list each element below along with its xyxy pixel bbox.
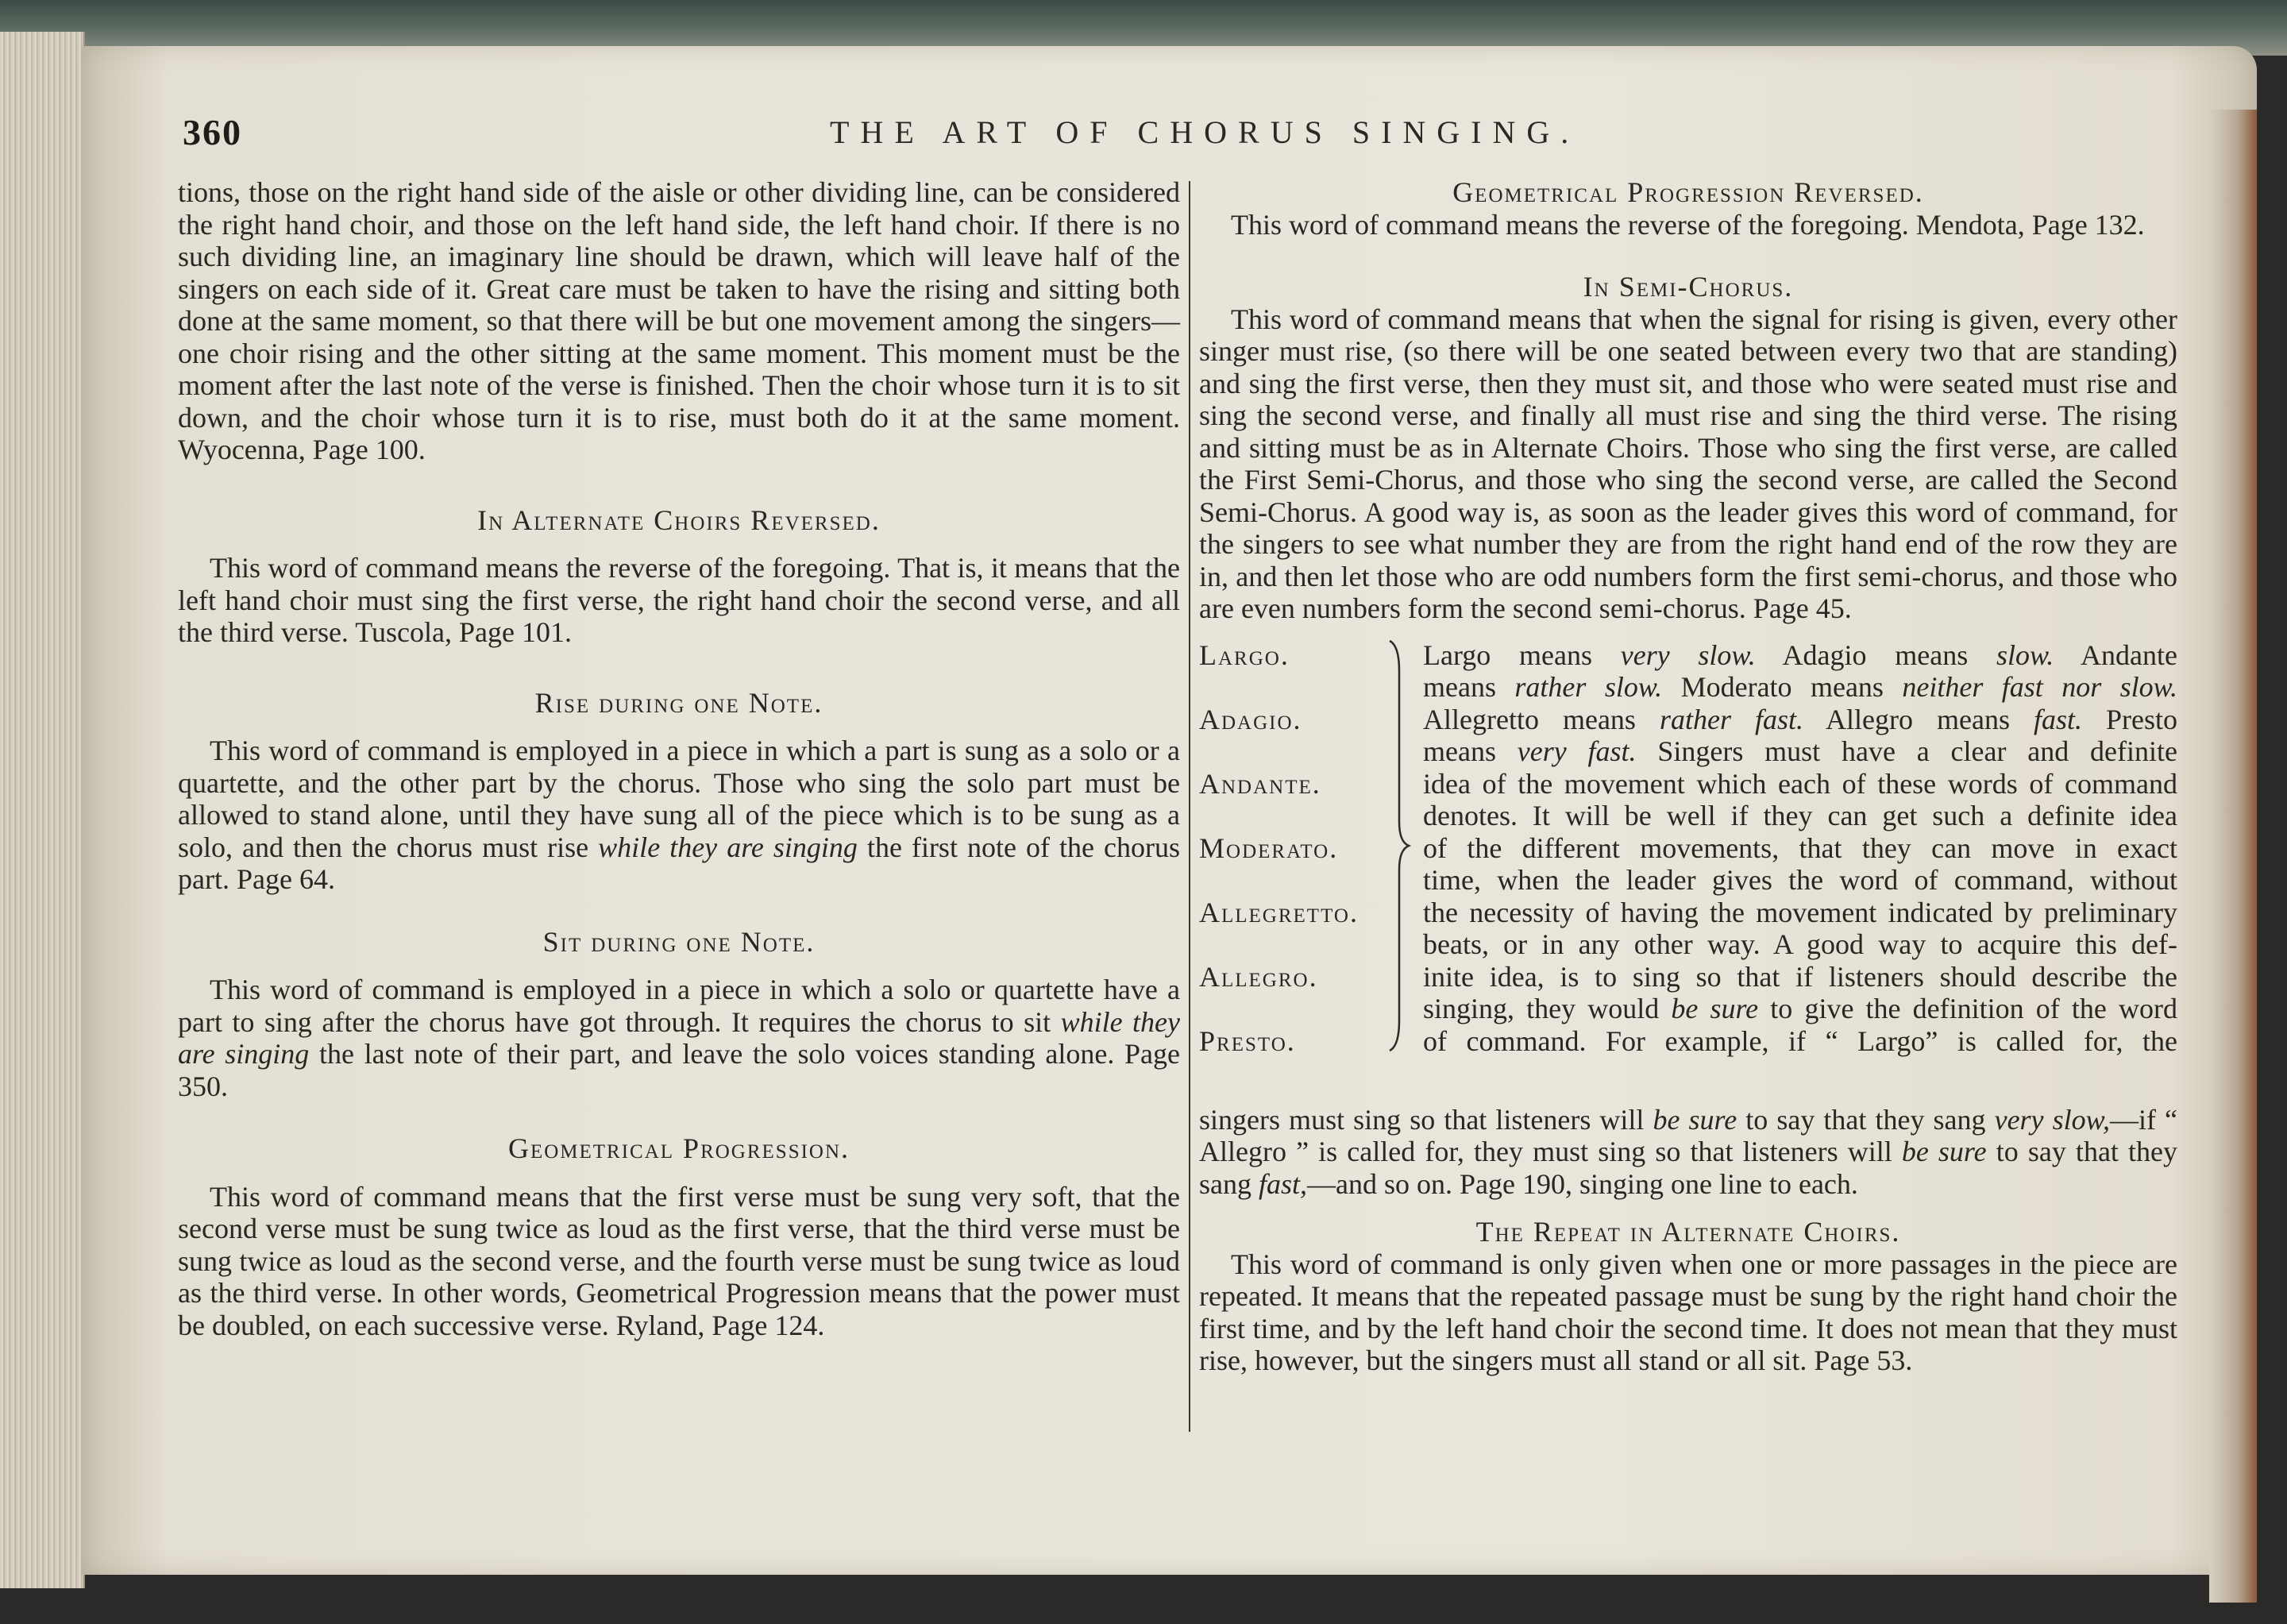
running-title: THE ART OF CHORUS SINGING. <box>830 114 1580 150</box>
tempo-term: Presto. <box>1199 1024 1296 1057</box>
right-column <box>1199 176 2177 1377</box>
paragraph: This word of command is only given when one or more passages in the piece are repeated. It means that the repeated passage must be sung by the right hand choir the first time, and by the left hand choir the second time. It does not mean that they must rise, however, but the singers must all stand or all sit. Page 53. <box>1199 1248 2177 1376</box>
section-heading: The Repeat in Alternate Choirs. <box>1475 1216 1901 1248</box>
tempo-term: Allegro. <box>1199 960 1318 993</box>
tempo-definitions <box>1199 639 2177 1104</box>
page-number: 360 <box>183 112 242 152</box>
tempo-term: Adagio. <box>1199 703 1302 735</box>
brace-icon <box>1388 639 1412 1052</box>
tempo-term: Allegretto. <box>1199 896 1359 928</box>
left-column <box>178 176 1180 1341</box>
tempo-explanation: Largo means very slow. Adagio means slow. Andante means rather slow. Moderato means neither fast nor slow. Allegretto means rather fast. Allegro means fast. Presto means very fast. Singers must have a clear and definite idea of the movement which each of these words of command denotes. It will be well if they can get such a definite idea of the different movements, that they can move in exact time, when the leader gives the word of command, without the necessity of having the movement indicated by preliminary beats, or in any other way. A good way to acquire this def- inite idea, is to sing so that if listeners should describe the singing, they would be sure to give the definition of the word of command. For example, if “ Largo” is called for, the <box>1423 638 2178 1057</box>
paragraph: This word of command is employed in a piece in which a solo or quartette have a part to sing after the chorus have got through. It requires the chorus to sit while they are singing the last note of their part, and leave the solo voices standing alone. Page 350. <box>178 974 1181 1102</box>
tempo-term-list <box>1199 639 1398 1090</box>
section-heading: In Semi-Chorus. <box>1583 271 1794 303</box>
column-rule <box>1189 181 1190 1432</box>
paragraph: tions, those on the right hand side of the aisle or other dividing line, can be considered the right hand choir, and those on the left hand side, the left hand choir. If there is no such dividing line, an imaginary line should be drawn, which will leave half of the singers on each side of it. Great care must be taken to have the rising and sitting both done at the same moment, so that there will be but one movement among the singers—one choir rising and the other sitting at the same moment. This moment must be the moment after the last note of the verse is finished. Then the choir whose turn it is to sit down, and the choir whose turn it is to rise, must both do it at the same moment. Wyocenna, Page 100. <box>178 176 1180 465</box>
paragraph: This word of command means the reverse of the foregoing. That is, it means that the left hand choir must sing the first verse, the right hand choir the second verse, and all the third verse. Tuscola, Page 101. <box>178 552 1180 648</box>
page-fore-edge <box>2209 110 2257 1603</box>
section-heading: Sit during one Note. <box>542 925 816 958</box>
page-block-edge <box>0 32 85 1588</box>
paragraph: singers must sing so that listeners will be sure to say that they sang very slow,—if “ Allegro ” is called for, they must sing so that listeners will be sure to say that they sang fast,—and so on. Page 190, singing one line to each. <box>1199 1103 2178 1200</box>
section-heading: Rise during one Note. <box>534 686 823 719</box>
section-heading: Geometrical Progression. <box>507 1132 850 1164</box>
section-heading: In Alternate Choirs Reversed. <box>477 503 881 536</box>
paragraph: This word of command means that the first verse must be sung very soft, that the second verse must be sung twice as loud as the first verse, that the third verse must be sung twice as loud as the second verse, and the fourth verse must be sung twice as loud as the third verse. In other words, Geometrical Progression means that the power must be doubled, on each successive verse. Ryland, Page 124. <box>178 1180 1180 1341</box>
tempo-term: Largo. <box>1199 638 1290 671</box>
tempo-term: Moderato. <box>1199 831 1339 864</box>
paragraph: This word of command is employed in a piece in which a part is sung as a solo or a quartette, and the other part by the chorus. Those who sing the solo part must be allowed to stand alone, until they have sung all of the piece which is to be sung as a solo, and then the chorus must rise while they are singing the first note of the chorus part. Page 64. <box>178 735 1181 895</box>
paragraph: This word of command means the reverse of the foregoing. Mendota, Page 132. <box>1231 208 2145 241</box>
section-heading: Geometrical Progression Reversed. <box>1452 176 1924 208</box>
paragraph: This word of command means that when the signal for rising is given, every other singer must rise, (so there will be one seated between every two that are standing) and sing the first verse, then they must sit, and those who were seated must rise and sing the second verse, and finally all must rise and sing the third verse. The rising and sitting must be as in Alternate Choirs. Those who sing the first verse, are called the First Semi-Chorus, and those who sing the second verse, are called the Second Semi-Chorus. A good way is, as soon as the leader gives this word of command, for the singers to see what number they are from the right hand end of the row they are in, and then let those who are odd numbers form the first semi-chorus, and those who are even numbers form the second semi-chorus. Page 45. <box>1199 303 2177 624</box>
tempo-term: Andante. <box>1199 767 1321 800</box>
